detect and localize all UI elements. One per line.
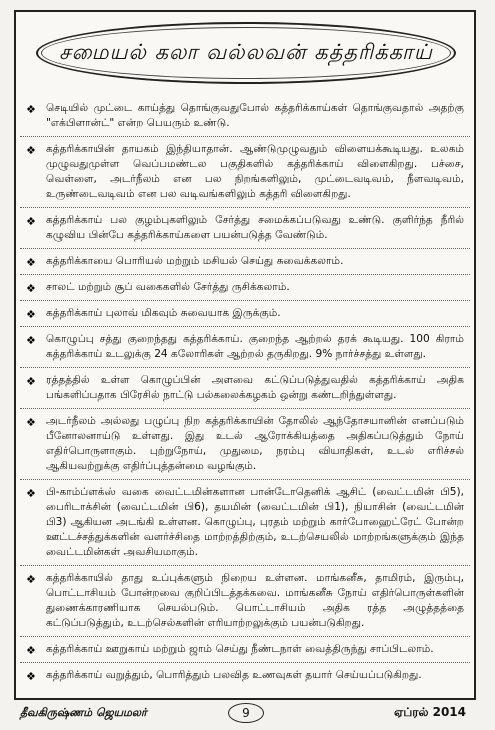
bullet-icon: ❖: [26, 644, 36, 657]
list-item-text: கத்தரிக்காய் வறுத்தும், பொரித்தும் பலவித உணவுகள் தயார் செய்யப்படுகிறது.: [46, 669, 422, 681]
list-item: [20, 275, 470, 301]
list-item: [20, 249, 470, 275]
page-number: 9: [228, 703, 264, 723]
list-item: [20, 663, 470, 688]
list-item-text: கத்தரிக்காய் ஊறுகாய் மற்றும் ஜாம் செய்து நீண்டநாள் வைத்திருந்து சாப்பிடலாம்.: [46, 643, 434, 655]
bullet-icon: ❖: [26, 256, 36, 269]
bullet-icon: ❖: [26, 103, 36, 116]
item-list: [20, 96, 470, 688]
title-oval: [36, 22, 456, 84]
list-item-text: கொழுப்பு சத்து குறைந்தது கத்தரிக்காய். குறைந்த ஆற்றல் தரக் கூடியது. 100 கிராம் கத்தரிக்காய் உடலுக்கு 24 கலோரிகள் ஆற்றல் தருகிறது. 9% நார்ச்சத்து உள்ளது.: [46, 333, 464, 360]
list-item: [20, 480, 470, 566]
list-item-text: கத்தரிக்காயின் தாயகம் இந்தியாதான். ஆண்டுமுழுவதும் விளையக்கூடியது. உலகம் முழுவதுமுள்ள வெப்பமண்டல பகுதிகளில் கத்தரிக்காய் விளைகிறது. பச்சை, வெள்ளை, அடர்நீலம் என பல நிறங்களிலும், முட்டைவடிவம், நீளவடிவம், உருண்டைவடிவம் என பல வடிவங்களிலும் கத்தரி விளைகிறது.: [46, 143, 464, 200]
list-item: [20, 96, 470, 137]
footer-date: ஏப்ரல் 2014: [393, 705, 466, 719]
bullet-icon: ❖: [26, 375, 36, 388]
bullet-icon: ❖: [26, 487, 36, 500]
list-item: [20, 301, 470, 327]
list-item: [20, 327, 470, 368]
list-item-text: செடியில் முட்டை காய்த்து தொங்குவதுபோல் கத்தரிக்காய்கள் தொங்குவதால் அதற்கு "எக்பிளான்ட்" என்ற பெயரும் உண்டு.: [46, 102, 464, 129]
list-item-text: ரத்தத்தில் உள்ள கொழுப்பின் அளவை கட்டுப்படுத்துவதில் கத்தரிக்காய் அதிக பங்களிப்பதாக பிரேசில் நாட்டு பல்கலைக்கழகம் ஒன்று கண்டறிந்துள்ளது.: [46, 374, 464, 401]
page-title: சமையல் கலா வல்லவன் கத்தரிக்காய்: [59, 39, 433, 64]
list-item-text: கத்தரிக்காயை பொரியல் மற்றும் மசியல் செய்து சுவைக்கலாம்.: [46, 255, 344, 267]
list-item-text: பி-காம்ப்ளக்ஸ் வகை வைட்டமின்களான பான்டோதெனிக் ஆசிட் (வைட்டமின் பி5), பைரிடாக்சின் (வைட்டமின் பி6), தயமின் (வைட்டமின் பி1), நியாசின் (வைட்டமின் பி3) ஆகியன அடங்கி உள்ளன. கொழுப்பு, புரதம் மற்றும் கார்போஹைட்ரேட் போன்ற ஊட்டச்சத்துக்களின் வளர்ச்சிதை மாற்றத்திற்கும், உடற்செயலில் மாற்றங்களுக்கும் இந்த வைட்டமின்கள் அவசியமாகும்.: [46, 486, 464, 558]
bullet-icon: ❖: [26, 215, 36, 228]
list-item: [20, 637, 470, 663]
list-item-text: அடர்நீலம் அல்லது பழுப்பு நிற கத்தரிக்காயின் தோலில் ஆந்தோசயானின் எனப்படும் பீனோலனாய்டு உள்ளது. இது உடல் ஆரோக்கியத்தை அதிகப்படுத்தும் நோய் எதிர்பொருளாகும். புற்றுநோய், முதுமை, நரம்பு வியாதிகள், உடல் எரிச்சல் ஆகியவற்றுக்கு எதிர்ப்புத்தன்மை வழங்கும்.: [46, 415, 464, 472]
list-item-text: கத்தரிக்காய் பல குழம்புகளிலும் சேர்த்து சமைக்கப்படுவது உண்டு. குளிர்ந்த நீரில் கழுவிய பின்பே கத்தரிக்காய்களை பயன்படுத்த வேண்டும்.: [46, 214, 464, 241]
bullet-icon: ❖: [26, 282, 36, 295]
footer: [14, 703, 476, 725]
bullet-icon: ❖: [26, 144, 36, 157]
page-frame: [14, 10, 476, 700]
list-item: [20, 137, 470, 208]
bullet-icon: ❖: [26, 308, 36, 321]
bullet-icon: ❖: [26, 573, 36, 586]
bullet-icon: ❖: [26, 670, 36, 683]
list-item: [20, 368, 470, 409]
list-item: [20, 409, 470, 480]
bullet-icon: ❖: [26, 334, 36, 347]
list-item-text: கத்தரிக்காயில் தாது உப்புக்களும் நிறைய உள்ளன. மாங்கனீசு, தாமிரம், இரும்பு, பொட்டாசியம் போன்றவை குறிப்பிடத்தக்கவை. மாங்கனீசு நோய் எதிர்பொருள்களின் துணைக்காரணியாக செயல்படும். பொட்டாசியம் அதிக ரத்த அழுத்தத்தை கட்டுப்படுத்தும், உடற்செல்களின் எரியாற்றலுக்கும் பயன்படுகிறது.: [46, 572, 464, 629]
list-item-text: சாலட் மற்றும் சூப் வகைகளில் சேர்த்து ருசிக்கலாம்.: [46, 281, 290, 293]
footer-publication: தீவகிருஷ்ணம் ஜெயமலர்: [20, 706, 147, 719]
list-item: [20, 208, 470, 249]
list-item-text: கத்தரிக்காய் புலாவ் மிகவும் சுவையாக இருக்கும்.: [46, 307, 281, 319]
list-item: [20, 566, 470, 637]
bullet-icon: ❖: [26, 416, 36, 429]
